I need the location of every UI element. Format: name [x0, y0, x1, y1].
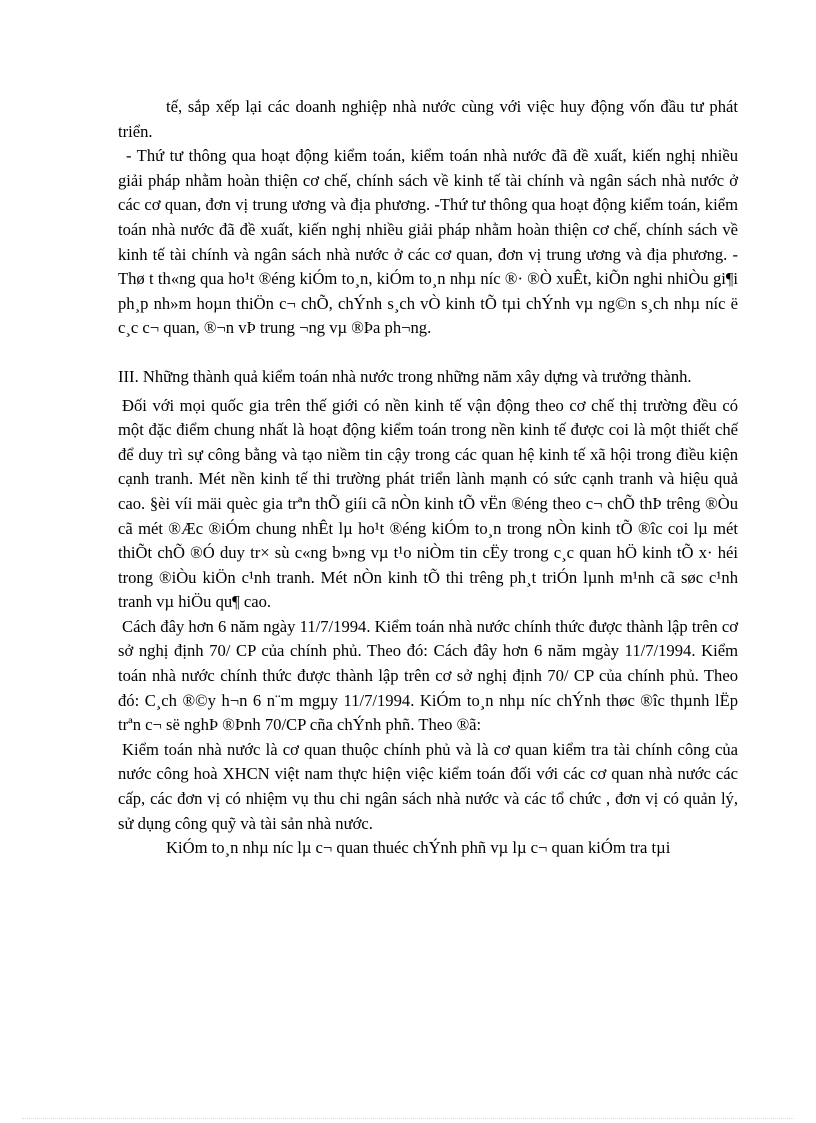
page-bottom-divider [22, 1118, 794, 1119]
paragraph-fourth-point: - Thứ tư thông qua hoạt động kiểm toán, kiểm toán nhà nước đã đề xuất, kiến nghị nhiều giải pháp nhằm hoàn thiện cơ chế, chính sách về kinh tế tài chính và ngân sách nhà nước ở các cơ quan, đơn vị trung ương và địa phương. -Thứ tư thông qua hoạt động kiểm toán, kiểm toán nhà nước đã đề xuất, kiến nghị nhiều giải pháp nhằm hoàn thiện cơ chế, chính sách về kinh tế tài chính và ngân sách nhà nước ở các cơ quan, đơn vị trung ương và địa phương. -Thø t th«ng qua ho¹t ®éng kiÓm to¸n, kiÓm to¸n nhµ níc ®· ®Ò xuÊt, kiÕn nghi nhiÒu gi¶i ph¸p nh»m hoµn thiÖn c¬ chÕ, chÝnh s¸ch vÒ kinh tÕ tµi chÝnh vµ ng©n s¸ch nhµ níc ë c¸c c¬ quan, ®¬n vÞ trung ¬ng vµ ®Þa ph¬ng. [118, 146, 738, 338]
paragraph-establishment: Cách đây hơn 6 năm ngày 11/7/1994. Kiểm toán nhà nước chính thức được thành lập trên cơ sở nghị định 70/ CP của chính phủ. Theo đó: Cách đây hơn 6 năm mgày 11/7/1994. Kiểm toán nhà nước chính thức được thành lập trên cơ sở nghị định 70/ CP của chính phủ. Theo đó: C¸ch ®©y h¬n 6 n¨m mgµy 11/7/1994. KiÓm to¸n nhµ níc chÝnh thøc ®îc thµnh lËp trªn c¬ së nghÞ ®Þnh 70/CP cña chÝnh phñ. Theo ®ã: [118, 616, 738, 735]
paragraph-market-economy: Đối với mọi quốc gia trên thế giới có nền kinh tế vận động theo cơ chế thị trường đều có một đặc điểm chung nhất là hoạt động kiểm toán trong nền kinh tế được coi là một thiết chế để duy trì sự công bằng và tạo niềm tin cậy trong các quan hệ kinh tế xã hội trong điều kiện cạnh tranh. Mét nền kinh tế thi trường phát triển lành mạnh có sức cạnh tranh và hiệu quả cao. §èi víi mäi quèc gia trªn thÕ giíi cã nÒn kinh tÕ vËn ®éng theo c¬ chÕ thÞ trêng ®Òu cã mét ®Æc ®iÓm chung nhÊt lµ ho¹t ®éng kiÓm to¸n trong nÒn kinh tÕ ®îc coi lµ mét thiÕt chÕ ®Ó duy tr× sù c«ng b»ng vµ t¹o niÒm tin cËy trong c¸c quan hÖ kinh tÕ x· héi trong ®iÒu kiÖn c¹nh tranh. Mét nÒn kinh tÕ thi trêng ph¸t triÓn lµnh m¹nh cã søc c¹nh tranh vµ hiÖu qu¶ cao. [118, 395, 738, 612]
paragraph-continuation: tế, sắp xếp lại các doanh nghiệp nhà nước cùng với việc huy động vốn đầu tư phát triển. [118, 97, 738, 141]
document-page [118, 95, 738, 861]
paragraph-definition-legacy: KiÓm to¸n nhµ níc lµ c¬ quan thuéc chÝnh phñ vµ lµ c¬ quan kiÓm tra tµi [166, 838, 671, 858]
blank-line [118, 341, 738, 365]
paragraph-definition: Kiểm toán nhà nước là cơ quan thuộc chính phủ và là cơ quan kiểm tra tài chính công của nước công hoà XHCN việt nam thực hiện việc kiểm toán đối với các cơ quan nhà nước các cấp, các đơn vị có nhiệm vụ thu chi ngân sách nhà nước và các tổ chức , đơn vị có quản lý, sử dụng công quỹ và tài sản nhà nước. [118, 739, 738, 833]
section-heading: III. Những thành quả kiểm toán nhà nước trong những năm xây dựng và trưởng thành. [118, 366, 692, 386]
